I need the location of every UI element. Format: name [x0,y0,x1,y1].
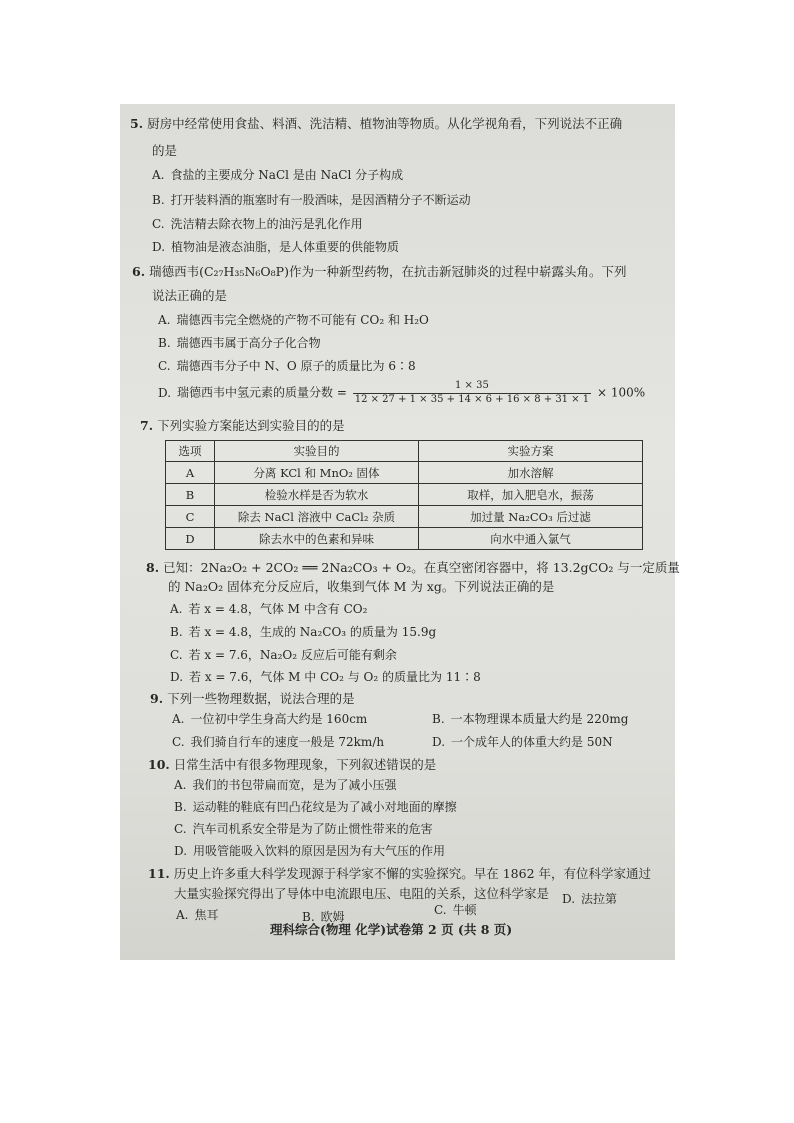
question-stem-line2: 说法正确的是 [152,288,228,303]
option-b: B. 若 x = 4.8，生成的 Na₂CO₃ 的质量为 15.9g [170,625,437,639]
table-row: B 检验水样是否为软水 取样，加入肥皂水，振荡 [166,484,643,506]
table-row: D 除去水中的色素和异味 向水中通入氯气 [166,528,643,550]
option-b: B. 打开装料酒的瓶塞时有一股酒味，是因酒精分子不断运动 [152,193,471,207]
question-stem: 日常生活中有很多物理现象，下列叙述错误的是 [173,757,437,772]
option-c: C. 我们骑自行车的速度一般是 72km/h [172,735,385,749]
table-row: A 分离 KCl 和 MnO₂ 固体 加水溶解 [166,462,643,484]
option-c: C. 洗洁精去除衣物上的油污是乳化作用 [152,217,363,231]
question-8 [146,560,680,576]
question-5 [130,116,622,132]
question-stem: 下列实验方案能达到实验目的的是 [157,418,345,433]
question-stem: 厨房中经常使用食盐、料酒、洗洁精、植物油等物质。从化学视角看，下列说法不正确 [147,116,623,131]
option-a: A. 食盐的主要成分 NaCl 是由 NaCl 分子构成 [152,168,404,182]
question-stem-line2: 的 Na₂O₂ 固体充分反应后，收集到气体 M 为 xg。下列说法正确的是 [168,579,555,594]
option-d: D. 法拉第 [562,892,618,906]
question-number: 11. [148,866,170,881]
experiment-table [165,440,643,550]
option-d: D. 瑞德西韦中氢元素的质量分数 = $\frac{1 \times 35}{12 \times 27 + 1 \times 35 + 14 \times 6 + 16 \times 8 + 31 \times 1}$ × 100% [158,380,646,405]
question-number: 8. [146,560,160,575]
question-stem: 瑞德西韦(C₂₇H₃₅N₆O₈P)作为一种新型药物，在抗击新冠肺炎的过程中崭露头角。下列 [149,264,627,279]
option-a: A. 焦耳 [176,908,219,922]
table-header-row: 选项 实验目的 实验方案 [166,441,643,462]
option-c: C. 牛顿 [434,903,477,917]
question-number: 9. [150,691,164,706]
table-row: C 除去 NaCl 溶液中 CaCl₂ 杂质 加过量 Na₂CO₃ 后过滤 [166,506,643,528]
question-6 [132,264,626,280]
option-b: B. 运动鞋的鞋底有凹凸花纹是为了减小对地面的摩擦 [174,800,457,814]
option-a: A. 瑞德西韦完全燃烧的产物不可能有 CO₂ 和 H₂O [158,313,429,327]
question-stem-line2: 的是 [152,143,178,158]
option-a: A. 若 x = 4.8，气体 M 中含有 CO₂ [170,602,368,616]
page-footer: 理科综合(物理 化学)试卷第 2 页 (共 8 页) [270,922,513,937]
question-number: 6. [132,264,146,279]
question-stem: 已知：2Na₂O₂ + 2CO₂ ══ 2Na₂CO₃ + O₂。在真空密闭容器中，将 13.2gCO₂ 与一定质量 [163,560,680,575]
option-d: D. 一个成年人的体重大约是 50N [432,735,613,749]
mass-fraction: $\frac{1 \times 35}{12 \times 27 + 1 \times 35 + 14 \times 6 + 16 \times 8 + 31 \times 1}$ [354,380,590,405]
question-stem-line2: 大量实验探究得出了导体中电流跟电压、电阻的关系，这位科学家是 [174,886,550,901]
question-number: 5. [130,116,144,131]
option-d: D. 若 x = 7.6，气体 M 中 CO₂ 与 O₂ 的质量比为 11∶8 [170,670,481,684]
question-11 [148,866,651,882]
option-c: C. 汽车司机系安全带是为了防止惯性带来的危害 [174,822,433,836]
option-b: B. 一本物理课本质量大约是 220mg [432,712,629,726]
option-d: D. 植物油是液态油脂，是人体重要的供能物质 [152,240,400,254]
option-c: C. 瑞德西韦分子中 N、O 原子的质量比为 6∶8 [158,359,416,373]
question-number: 7. [140,418,154,433]
option-b: B. 瑞德西韦属于高分子化合物 [158,336,321,350]
option-b: B. 欧姆 [302,910,345,924]
question-stem: 下列一些物理数据，说法合理的是 [167,691,355,706]
option-d: D. 用吸管能吸入饮料的原因是因为有大气压的作用 [174,844,446,858]
option-a: A. 我们的书包带扁而宽，是为了减小压强 [174,778,397,792]
question-7 [140,418,345,434]
question-10 [148,757,436,773]
question-number: 10. [148,757,170,772]
question-9 [150,691,355,707]
option-a: A. 一位初中学生身高大约是 160cm [172,712,368,726]
question-stem: 历史上许多重大科学发现源于科学家不懈的实验探究。早在 1862 年，有位科学家通过 [173,866,652,881]
option-c: C. 若 x = 7.6，Na₂O₂ 反应后可能有剩余 [170,648,397,662]
